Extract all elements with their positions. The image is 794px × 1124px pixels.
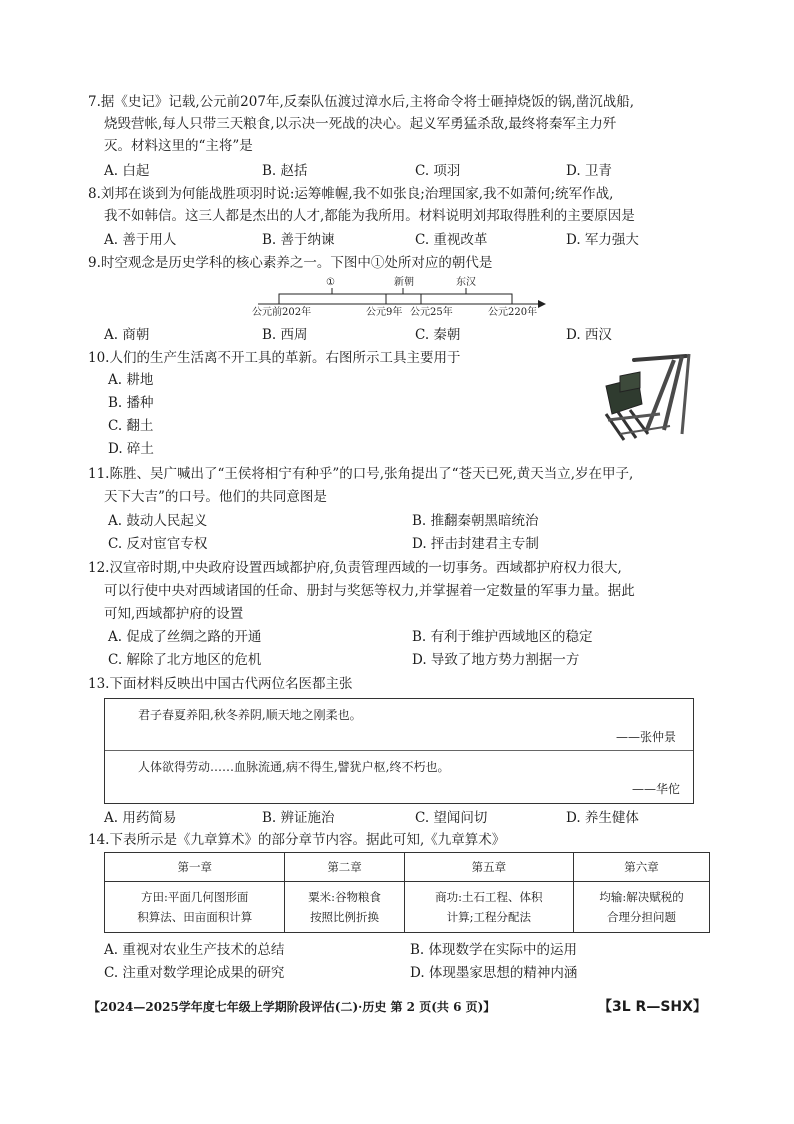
timeline-date-25ad: 公元25年 [410, 307, 453, 318]
q7-text-line3: 灭。材料这里的“主将”是 [104, 138, 253, 154]
q9-option-d: D. 西汉 [566, 327, 612, 343]
q12-option-c: C. 解除了北方地区的危机 [108, 652, 262, 668]
q7-text-line2: 烧毁营帐,每人只带三天粮食,以示决一死战的决心。起义军勇猛杀敌,最终将秦军主力歼 [104, 116, 617, 132]
material-divider [105, 750, 693, 751]
q10-option-d: D. 碎土 [108, 441, 154, 457]
q7-option-c: C. 项羽 [415, 163, 461, 179]
q14-option-b: B. 体现数学在实际中的运用 [410, 942, 578, 958]
q13-option-d: D. 养生健体 [566, 810, 639, 826]
q10-option-b: B. 播种 [108, 395, 154, 411]
q13-option-a: A. 用药简易 [104, 810, 177, 826]
table-header-row [105, 853, 710, 882]
q12-text-line2: 可以行使中央对西域诸国的任命、册封与奖惩等权力,并掌握着一定数量的军事力量。据此 [104, 583, 635, 599]
q11-option-b: B. 推翻秦朝黑暗统治 [412, 513, 539, 529]
timeline-bracket [421, 294, 512, 299]
q12-option-a: A. 促成了丝绸之路的开通 [108, 629, 262, 645]
q7-option-d: D. 卫青 [566, 163, 612, 179]
q9-option-c: C. 秦朝 [415, 327, 461, 343]
table-header: 第五章 [404, 853, 573, 882]
q8-option-c: C. 重视改革 [415, 232, 488, 248]
timeline-bracket [279, 294, 386, 299]
q13-author-hua: ——华佗 [632, 782, 681, 796]
timeline-date-9ad: 公元9年 [366, 307, 403, 318]
q8-option-b: B. 善于纳谏 [262, 232, 335, 248]
timeline-bracket [386, 294, 421, 299]
table-row [105, 882, 710, 933]
q10-option-c: C. 翻土 [108, 418, 154, 434]
q14-chapter-table [104, 852, 710, 933]
timeline-date-202bc: 公元前202年 [252, 307, 312, 318]
q11-option-c: C. 反对宦官专权 [108, 536, 208, 552]
q13-quote-zhang: 君子春夏养阳,秋冬养阴,顺天地之刚柔也。 [138, 708, 362, 722]
q8-option-d: D. 军力强大 [566, 232, 639, 248]
q12-text-line3: 可知,西域都护府的设置 [104, 606, 244, 622]
q11-text-line1: 11.陈胜、吴广喊出了“王侯将相宁有种乎”的口号,张角提出了“苍天已死,黄天当立,岁在甲子, [88, 466, 634, 482]
q12-option-b: B. 有利于维护西域地区的稳定 [412, 629, 593, 645]
table-cell: 均输:解决赋税的 合理分担问题 [574, 882, 710, 933]
timeline-date-220ad: 公元220年 [488, 307, 538, 318]
exam-code: 【3L R—SHX】 [598, 999, 707, 1015]
q14-text-line1: 14.下表所示是《九章算术》的部分章节内容。据此可知,《九章算术》 [88, 832, 506, 848]
table-header: 第二章 [285, 853, 404, 882]
seed-drill-illustration [590, 348, 700, 448]
q14-option-a: A. 重视对农业生产技术的总结 [104, 942, 285, 958]
table-cell: 商功:土石工程、体积 计算;工程分配法 [404, 882, 573, 933]
q12-option-d: D. 导致了地方势力割据一方 [412, 652, 580, 668]
q14-option-c: C. 注重对数学理论成果的研究 [104, 965, 285, 981]
q13-author-zhang: ——张仲景 [616, 730, 677, 744]
q7-option-a: A. 白起 [104, 163, 150, 179]
q9-text-line1: 9.时空观念是历史学科的核心素养之一。下图中①处所对应的朝代是 [88, 255, 493, 271]
timeline-arrow-icon [538, 300, 546, 308]
q7-text-line1: 7.据《史记》记载,公元前207年,反秦队伍渡过漳水后,主将命令将士砸掉烧饭的锅,凿沉战船, [88, 94, 635, 110]
table-header: 第一章 [105, 853, 285, 882]
q10-option-a: A. 耕地 [108, 372, 154, 388]
q13-quote-hua: 人体欲得劳动……血脉流通,病不得生,譬犹户枢,终不朽也。 [138, 760, 450, 774]
q9-option-b: B. 西周 [262, 327, 308, 343]
timeline-label-donghan: 东汉 [456, 277, 476, 288]
table-header: 第六章 [574, 853, 710, 882]
q13-text-line1: 13.下面材料反映出中国古代两位名医都主张 [88, 676, 353, 692]
q11-text-line2: 天下大吉”的口号。他们的共同意图是 [104, 489, 327, 505]
page-footer: 【2024—2025学年度七年级上学期阶段评估(二)·历史 第 2 页(共 6 页)】 [88, 1000, 496, 1014]
q14-option-d: D. 体现墨家思想的精神内涵 [410, 965, 578, 981]
q8-text-line2: 我不如韩信。这三人都是杰出的人才,都能为我所用。材料说明刘邦取得胜利的主要原因是 [104, 208, 635, 224]
q11-option-a: A. 鼓动人民起义 [108, 513, 208, 529]
timeline-label-xinchao: 新朝 [394, 277, 414, 288]
table-cell: 粟米:谷物粮食 按照比例折换 [285, 882, 404, 933]
timeline-label-circle-1: ① [326, 277, 335, 288]
q13-option-b: B. 辨证施治 [262, 810, 335, 826]
q7-option-b: B. 赵括 [262, 163, 308, 179]
table-cell: 方田:平面几何图形面 积算法、田亩面积计算 [105, 882, 285, 933]
q13-option-c: C. 望闻问切 [415, 810, 488, 826]
q12-text-line1: 12.汉宣帝时期,中央政府设置西域都护府,负责管理西域的一切事务。西域都护府权力很大, [88, 560, 622, 576]
q8-text-line1: 8.刘邦在谈到为何能战胜项羽时说:运筹帷幄,我不如张良;治理国家,我不如萧何;统军作战, [88, 186, 614, 202]
q11-option-d: D. 抨击封建君主专制 [412, 536, 539, 552]
q10-text-line1: 10.人们的生产生活离不开工具的革新。右图所示工具主要用于 [88, 350, 461, 366]
q8-option-a: A. 善于用人 [104, 232, 177, 248]
q9-option-a: A. 商朝 [104, 327, 150, 343]
